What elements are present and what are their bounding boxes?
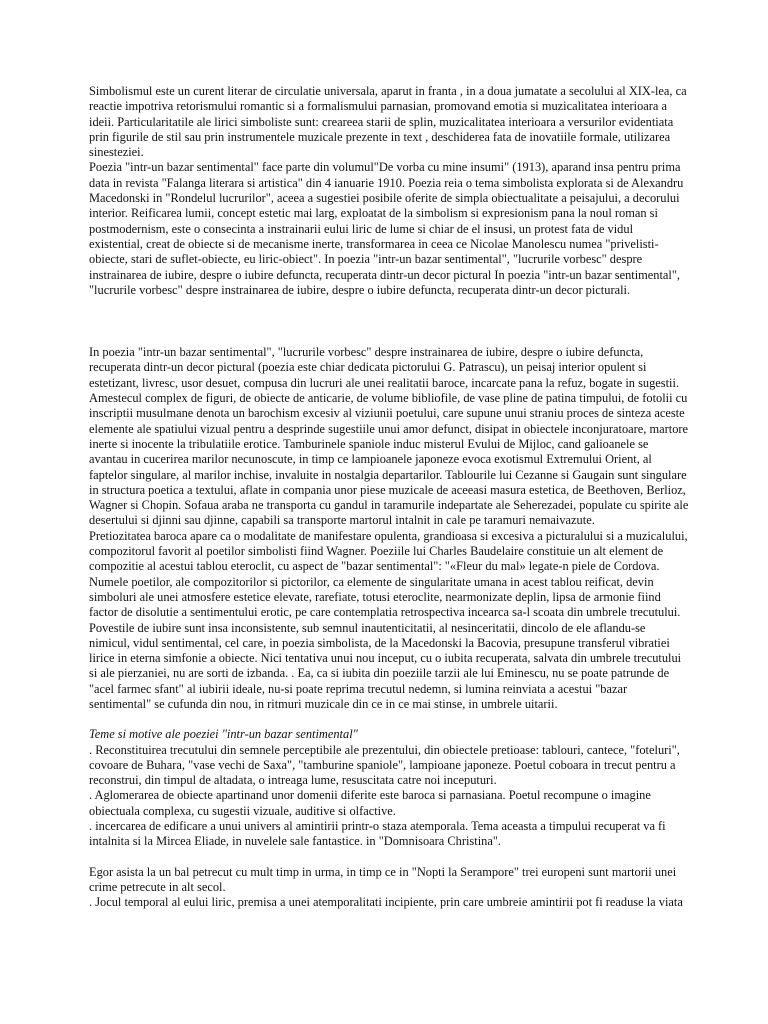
themes-item: . Reconstituirea trecutului din semnele perceptibile ale prezentului, din obiectele pretioase: tablouri, cantece, "foteluri", covoare de Buhara, "vase vechi de Saxa", "tamburine spaniole", lampioane japoneze. Poetul coboara in trecut pentru a reconstrui, din timpul de altadata, o intreaga lume, resuscitata catre noi inceputuri. bbox=[89, 742, 680, 788]
closing-item: . Jocul temporal al eului liric, premisa a unei atemporalitati incipiente, prin care umbreie amintirii pot fi readuse la viata bbox=[89, 895, 683, 910]
themes-heading: Teme si motive ale poeziei "intr-un bazar sentimental" bbox=[89, 727, 358, 742]
section-gap bbox=[89, 712, 689, 727]
section-gap bbox=[89, 850, 689, 865]
baroque-paragraph: Pretiozitatea baroca apare ca o modalitate de manifestare opulenta, grandioasa si excesiva a picturalului si a muzicalului, compozitorul favorit al poetilor simbolisti fiind Wagner. Poeziile lui Charles Baudelaire constituie un alt element de compozitie al acestui tablou eteroclit, cu aspect de "bazar sentimental": "«Fleur du mal» legate-n piele de Cordova. Numele poetilor, ale compozitorilor si pictorilor, ca elemente de singularitate umana in acest tablou reificat, devin simboluri ale unei atmosfere estetice elevate, rarefiate, totusi eteroclite, nearmonizate deplin, lipsa de armonie fiind factor de disolutie a sentimentului erotic, pe care contemplatia retrospectiva incearca sa-l scoata din umbrele trecutului. Povestile de iubire sunt insa inconsistente, sub semnul inautenticitatii, al nesinceritatii, dincolo de ele aflandu-se nimicul, vidul sentimental, cel care, in poezia simbolista, de la Macedonski la Bacovia, presupune transferul vibratiei lirice in eterna simfonie a obiecte. Nici tentativa unui nou inceput, cu o iubita recuperata, salvata din umbrele trecutului si ale pierzaniei, nu are sorti de izbanda. . Ea, ca si iubita din poeziile tarzii ale lui Eminescu, nu se poate patrunde de "acel farmec sfant" al iubirii ideale, nu-si poate reprima trecutul nedemn, si lumina reinviata a acestui "bazar sentimental" se cufunda din nou, in ritmuri muzicale din ce in ce mai stinse, in umbrele uitarii. bbox=[89, 528, 688, 711]
analysis-paragraph: In poezia "intr-un bazar sentimental", "lucrurile vorbesc" despre instrainarea de iubire, despre o iubire defuncta, recuperata dintr-un decor pictural (poezia este chiar dedicata pictorului G. Patrascu), un peisaj interior opulent si estetizant, livresc, usor desuet, compusa din lucruri ale unei realitatii baroce, incarcate pana la refuz, bogate in sugestii. Amestecul complex de figuri, de obiecte de anticarie, de volume bibliofile, de vase pline de patina timpului, de fotolii cu inscriptii musulmane denota un barochism excesiv al viziunii poetului, care supune unui straniu proces de sinteza aceste elemente ale spatiului vizual pentru a desprinde sugestiile unui amor defunct, disipat in obiectele inconjuratoare, martore inerte si inocente la tribulatiile erotice. Tamburinele spaniole induc misterul Evului de Mijloc, cand galioanele se avantau in cucerirea marilor necunoscute, in timp ce lampioanele japoneze evoca exotismul Extremului Orient, al faptelor singulare, al marilor inchise, invaluite in nostalgia departarilor. Tablourile lui Cezanne si Gaugain sunt singulare in structura poetica a textului, aflate in compania unor piese muzicale de aceeasi masura estetica, de Beethoven, Berlioz, Wagner si Chopin. Sofaua araba ne transporta cu gandul in taramurile indepartate ale Seherezadei, populate cu spirite ale desertului si djinni sau djinne, capabili sa transporte martorul intalnit in cale pe taramuri nemaivazute. bbox=[89, 345, 689, 528]
context-paragraph: Poezia "intr-un bazar sentimental" face parte din volumul"De vorba cu mine insumi" (1913), aparand insa pentru prima data in revista "Falanga literara si artistica" din 4 ianuarie 1910. Poezia reia o tema simbolista explorata si de Alexandru Macedonski in "Rondelul lucrurilor", aceea a sugestiei posibile oferite de simpla obiectualitate a peisajului, a decorului interior. Reificarea lumii, concept estetic mai larg, exploatat de la simbolism si expresionism pana la noul roman si postmodernism, este o consecinta a instrainarii eului liric de lume si chiar de el insusi, un protest fata de vidul existential, creat de obiecte si de mecanisme inerte, transformarea in ceea ce Nicolae Manolescu numea "privelisti-obiecte, stari de suflet-obiecte, eu liric-obiect". In poezia "intr-un bazar sentimental", "lucrurile vorbesc" despre instrainarea de iubire, despre o iubire defuncta, recuperata dintr-un decor pictural In poezia "intr-un bazar sentimental", "lucrurile vorbesc" despre instrainarea de iubire, despre o iubire defuncta, recuperata dintr-un decor picturali. bbox=[89, 160, 684, 297]
themes-item: . incercarea de edificare a unui univers al amintirii printr-o staza atemporala. Tema aceasta a timpului recuperat va fi intalnita si la Mircea Eliade, in nuvelele sale fantastice. in "Domnisoara Christina". bbox=[89, 819, 666, 849]
intro-paragraph: Simbolismul este un curent literar de circulatie universala, aparut in franta , in a doua jumatate a secolului al XIX-lea, ca reactie impotriva retorismului romantic si a formalismului parnasian, promovand emotia si muzicalitatea interioara a ideii. Particularitatile ale lirici simboliste sunt: creareea starii de splin, muzicalitatea interioara a versurilor evidentiata prin figurile de stil sau prin instrumentele muzicale prezente in text , deschiderea fata de inovatiile formale, utilizarea sinesteziei. bbox=[89, 84, 687, 160]
document-page bbox=[89, 84, 689, 911]
closing-paragraph: Egor asista la un bal petrecut cu mult timp in urma, in timp ce in "Nopti la Serampore" trei europeni sunt martorii unei crime petrecute in alt secol. bbox=[89, 864, 677, 894]
section-gap bbox=[89, 298, 689, 345]
themes-item: . Aglomerarea de obiecte apartinand unor domenii diferite este baroca si parnasiana. Poetul recompune o imagine obiectuala complexa, cu sugestii vizuale, auditive si olfactive. bbox=[89, 788, 651, 818]
